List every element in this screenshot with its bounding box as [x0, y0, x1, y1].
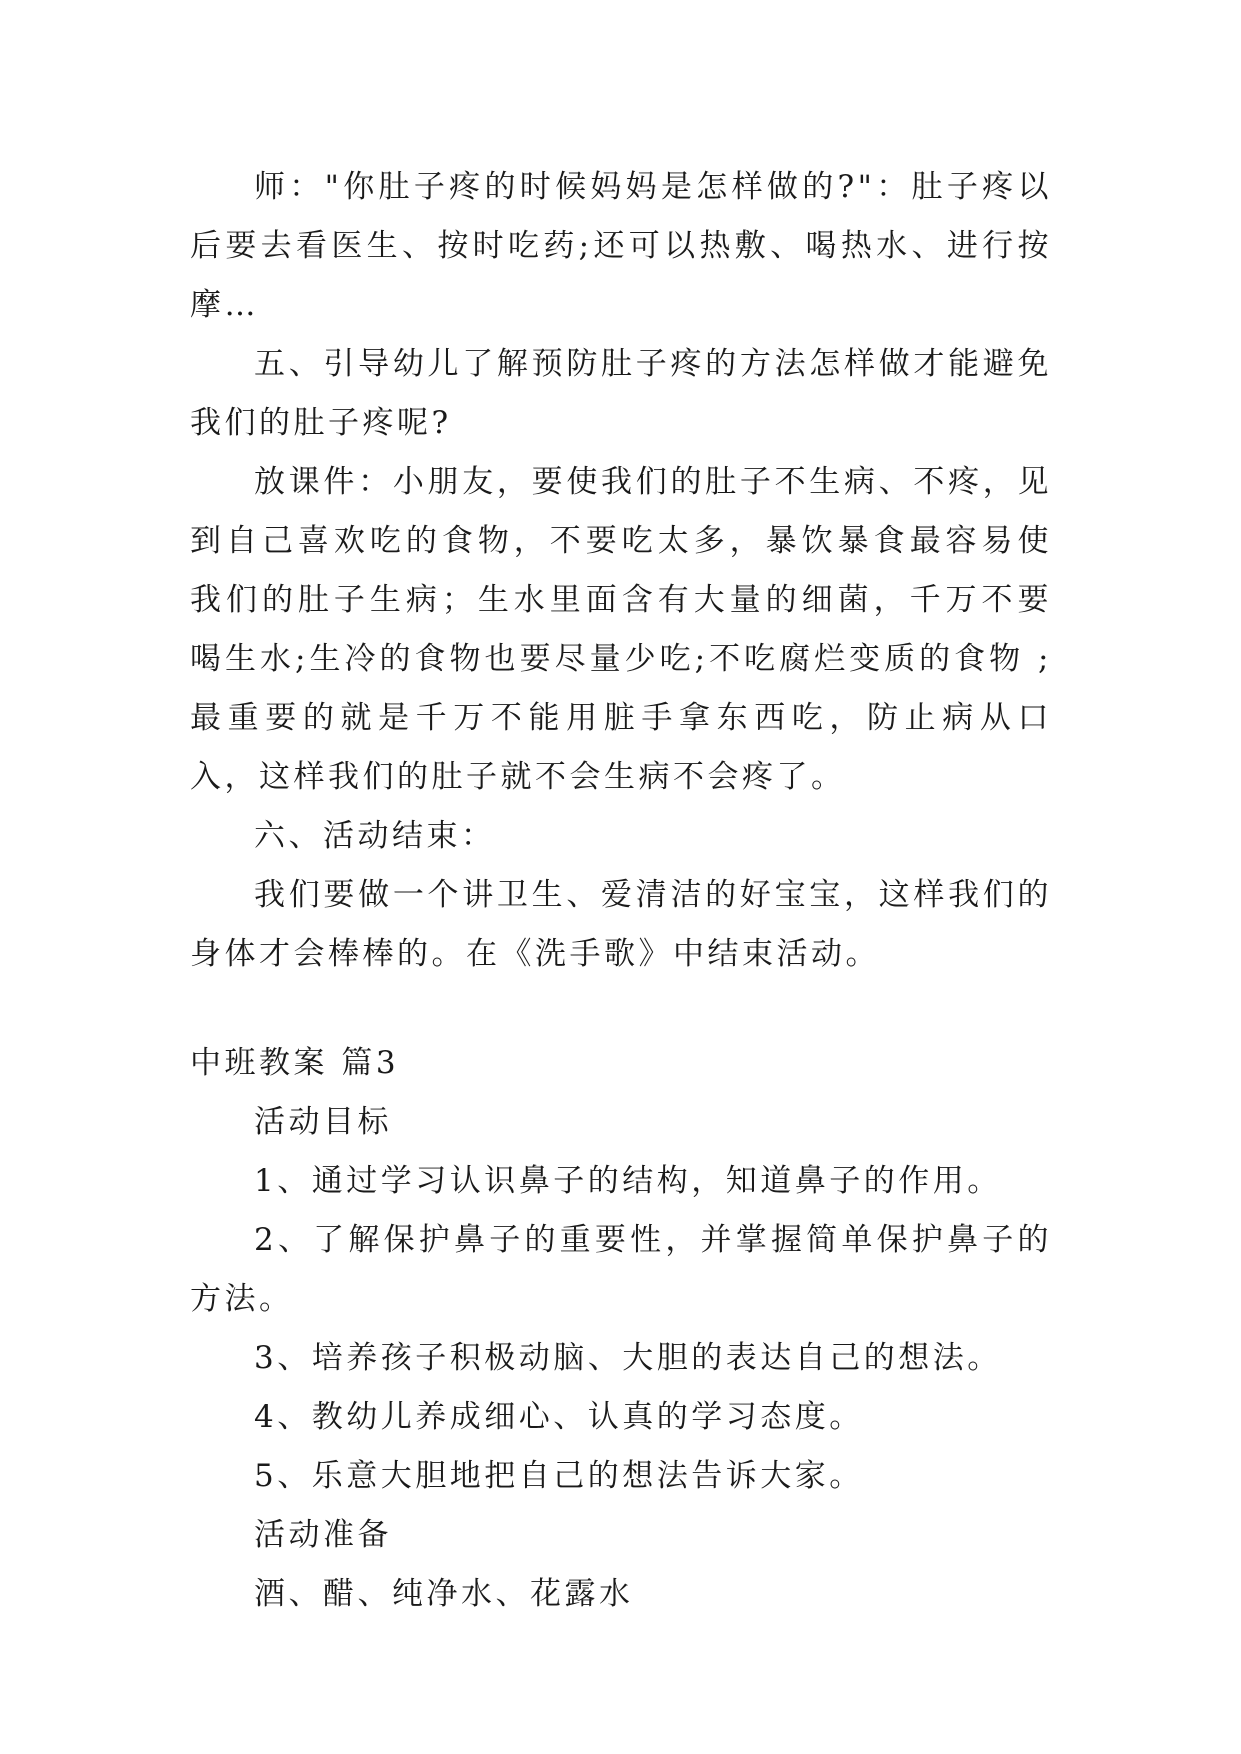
- paragraph-goal-4: 4、教幼儿养成细心、认真的学习态度。: [254, 1399, 864, 1435]
- paragraph-step-six: 六、活动结束：: [254, 818, 496, 854]
- paragraph-goal-1: 1、通过学习认识鼻子的结构，知道鼻子的作用。: [254, 1163, 1002, 1199]
- paragraph-teacher-question: 师："你肚子疼的时候妈妈是怎样做的?"：肚子疼以后要去看医生、按时吃药;还可以热敷、喝热水、进行按摩…: [190, 169, 1052, 323]
- section-spacer: [190, 984, 1052, 1034]
- section-heading: 中班教案 篇3: [190, 1045, 400, 1081]
- paragraph-prep-materials: 酒、醋、纯净水、花露水: [254, 1576, 634, 1612]
- paragraph-conclusion: 我们要做一个讲卫生、爱清洁的好宝宝，这样我们的身体才会棒棒的。在《洗手歌》中结束活动。: [190, 877, 1052, 972]
- paragraph-courseware: 放课件：小朋友，要使我们的肚子不生病、不疼，见到自己喜欢吃的食物，不要吃太多，暴饮暴食最容易使我们的肚子生病；生水里面含有大量的细菌，千万不要喝生水;生冷的食物也要尽量少吃;不吃腐烂变质的食物 ;最重要的就是千万不能用脏手拿东西吃，防止病从口入，这样我们的肚子就不会生病不会疼了。: [190, 464, 1052, 795]
- paragraph-goal-5: 5、乐意大胆地把自己的想法告诉大家。: [254, 1458, 864, 1494]
- paragraph-goal-2: 2、了解保护鼻子的重要性，并掌握简单保护鼻子的方法。: [190, 1222, 1052, 1317]
- paragraph-prep-title: 活动准备: [254, 1517, 392, 1553]
- paragraph-goal-title: 活动目标: [254, 1104, 392, 1140]
- paragraph-goal-3: 3、培养孩子积极动脑、大胆的表达自己的想法。: [254, 1340, 1002, 1376]
- document-body: [190, 158, 1052, 1624]
- paragraph-step-five: 五、引导幼儿了解预防肚子疼的方法怎样做才能避免我们的肚子疼呢?: [190, 346, 1052, 441]
